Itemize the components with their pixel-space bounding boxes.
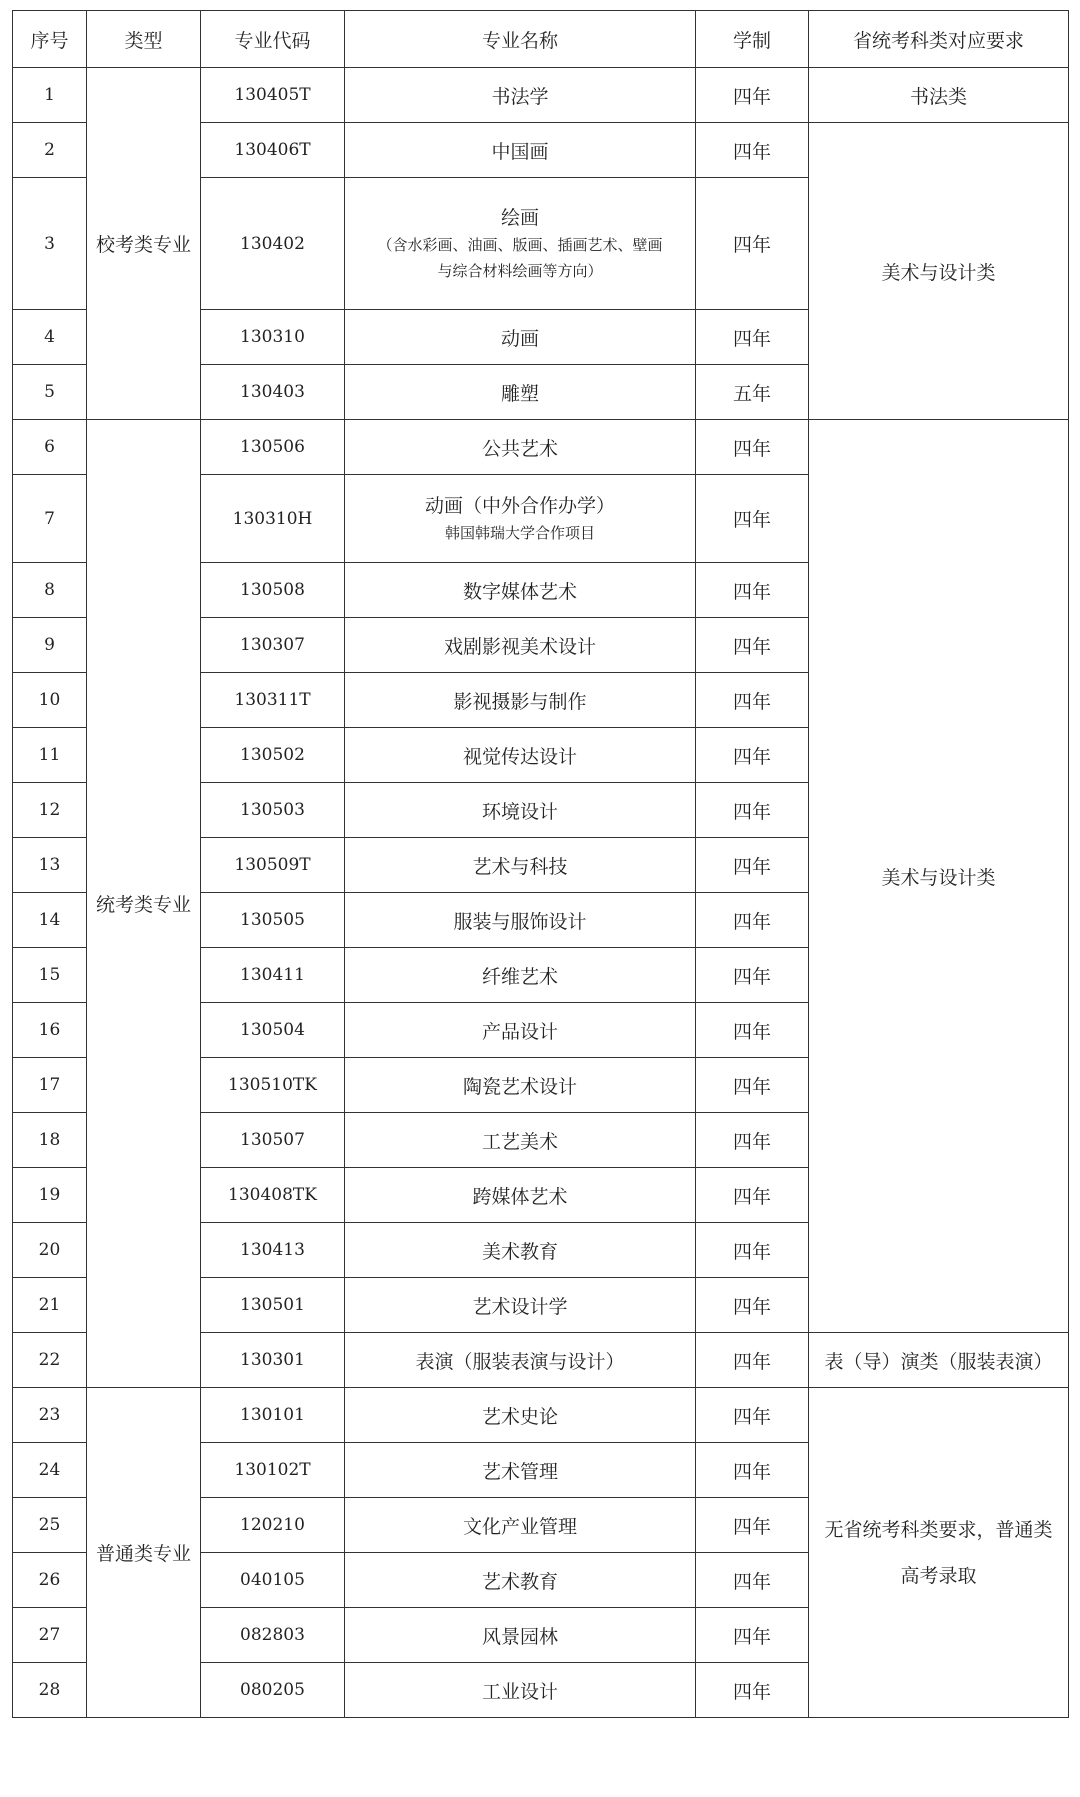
row-name: 绘画 bbox=[500, 206, 539, 229]
row-seq: 19 bbox=[13, 1168, 87, 1223]
row-seq: 25 bbox=[13, 1498, 87, 1553]
requirement-calligraphy: 书法类 bbox=[809, 68, 1069, 123]
row-name: 文化产业管理 bbox=[345, 1498, 696, 1553]
group-unified-exam: 统考类专业 bbox=[87, 420, 201, 1388]
row-duration: 四年 bbox=[696, 1333, 809, 1388]
row-code: 130509T bbox=[201, 838, 345, 893]
row-code: 130504 bbox=[201, 1003, 345, 1058]
row-seq: 26 bbox=[13, 1553, 87, 1608]
row-code: 080205 bbox=[201, 1663, 345, 1718]
requirement-general-line2: 高考录取 bbox=[900, 1564, 977, 1587]
row-name: 书法学 bbox=[345, 68, 696, 123]
requirement-performance: 表（导）演类（服装表演） bbox=[809, 1333, 1069, 1388]
row-code: 120210 bbox=[201, 1498, 345, 1553]
row-seq: 27 bbox=[13, 1608, 87, 1663]
row-code: 130311T bbox=[201, 673, 345, 728]
row-duration: 四年 bbox=[696, 618, 809, 673]
row-name: 风景园林 bbox=[345, 1608, 696, 1663]
row-name: 工业设计 bbox=[345, 1663, 696, 1718]
row-duration: 四年 bbox=[696, 1388, 809, 1443]
row-name: 服装与服饰设计 bbox=[345, 893, 696, 948]
row-name: 戏剧影视美术设计 bbox=[345, 618, 696, 673]
row-duration: 四年 bbox=[696, 1168, 809, 1223]
majors-table bbox=[12, 10, 1069, 1718]
row-duration: 五年 bbox=[696, 365, 809, 420]
row-duration: 四年 bbox=[696, 893, 809, 948]
requirement-general-line1: 无省统考科类要求，普通类 bbox=[824, 1518, 1053, 1541]
row-name: 艺术教育 bbox=[345, 1553, 696, 1608]
row-name: 影视摄影与制作 bbox=[345, 673, 696, 728]
row-duration: 四年 bbox=[696, 475, 809, 563]
row-seq: 15 bbox=[13, 948, 87, 1003]
row-code: 130408TK bbox=[201, 1168, 345, 1223]
row-duration: 四年 bbox=[696, 1058, 809, 1113]
row-seq: 23 bbox=[13, 1388, 87, 1443]
row-duration: 四年 bbox=[696, 1223, 809, 1278]
row-name: 公共艺术 bbox=[345, 420, 696, 475]
row-duration: 四年 bbox=[696, 783, 809, 838]
row-duration: 四年 bbox=[696, 728, 809, 783]
row-seq: 22 bbox=[13, 1333, 87, 1388]
row-seq: 6 bbox=[13, 420, 87, 475]
row-duration: 四年 bbox=[696, 838, 809, 893]
row-seq: 24 bbox=[13, 1443, 87, 1498]
row-name: 视觉传达设计 bbox=[345, 728, 696, 783]
row-code: 130307 bbox=[201, 618, 345, 673]
row-duration: 四年 bbox=[696, 563, 809, 618]
table-row bbox=[13, 1388, 1069, 1443]
row-duration: 四年 bbox=[696, 1663, 809, 1718]
row-seq: 18 bbox=[13, 1113, 87, 1168]
row-name: 美术教育 bbox=[345, 1223, 696, 1278]
header-name: 专业名称 bbox=[345, 11, 696, 68]
row-name: 纤维艺术 bbox=[345, 948, 696, 1003]
header-duration: 学制 bbox=[696, 11, 809, 68]
row-duration: 四年 bbox=[696, 1003, 809, 1058]
row-duration: 四年 bbox=[696, 68, 809, 123]
row-name: 跨媒体艺术 bbox=[345, 1168, 696, 1223]
row-seq: 7 bbox=[13, 475, 87, 563]
requirement-art-design-1: 美术与设计类 bbox=[809, 123, 1069, 420]
row-code: 040105 bbox=[201, 1553, 345, 1608]
row-seq: 2 bbox=[13, 123, 87, 178]
row-duration: 四年 bbox=[696, 1113, 809, 1168]
row-duration: 四年 bbox=[696, 1278, 809, 1333]
row-duration: 四年 bbox=[696, 1443, 809, 1498]
table-row bbox=[13, 420, 1069, 475]
header-requirement: 省统考科类对应要求 bbox=[809, 11, 1069, 68]
row-code: 130501 bbox=[201, 1278, 345, 1333]
row-duration: 四年 bbox=[696, 1498, 809, 1553]
row-seq: 8 bbox=[13, 563, 87, 618]
table-row bbox=[13, 68, 1069, 123]
row-code: 130310H bbox=[201, 475, 345, 563]
table-body bbox=[13, 68, 1069, 1718]
row-duration: 四年 bbox=[696, 123, 809, 178]
row-code: 130505 bbox=[201, 893, 345, 948]
requirement-art-design-2: 美术与设计类 bbox=[809, 420, 1069, 1333]
row-name: 艺术与科技 bbox=[345, 838, 696, 893]
row-duration: 四年 bbox=[696, 1608, 809, 1663]
row-seq: 20 bbox=[13, 1223, 87, 1278]
row-name: 中国画 bbox=[345, 123, 696, 178]
row-code: 130301 bbox=[201, 1333, 345, 1388]
row-seq: 21 bbox=[13, 1278, 87, 1333]
row-seq: 5 bbox=[13, 365, 87, 420]
header-code: 专业代码 bbox=[201, 11, 345, 68]
row-code: 130411 bbox=[201, 948, 345, 1003]
row-name: 陶瓷艺术设计 bbox=[345, 1058, 696, 1113]
row-name: 数字媒体艺术 bbox=[345, 563, 696, 618]
row-name: 雕塑 bbox=[345, 365, 696, 420]
table-header bbox=[13, 11, 1069, 68]
row-name: 动画（中外合作办学） bbox=[424, 494, 615, 517]
row-code: 130406T bbox=[201, 123, 345, 178]
row-code: 130402 bbox=[201, 178, 345, 310]
row-seq: 14 bbox=[13, 893, 87, 948]
row-name: 工艺美术 bbox=[345, 1113, 696, 1168]
row-seq: 10 bbox=[13, 673, 87, 728]
row-name-multiline bbox=[345, 475, 696, 563]
row-duration: 四年 bbox=[696, 310, 809, 365]
row-name-note-line1: 韩国韩瑞大学合作项目 bbox=[444, 523, 595, 542]
row-duration: 四年 bbox=[696, 1553, 809, 1608]
row-seq: 3 bbox=[13, 178, 87, 310]
row-code: 082803 bbox=[201, 1608, 345, 1663]
row-seq: 13 bbox=[13, 838, 87, 893]
row-seq: 28 bbox=[13, 1663, 87, 1718]
row-seq: 4 bbox=[13, 310, 87, 365]
row-code: 130503 bbox=[201, 783, 345, 838]
row-code: 130508 bbox=[201, 563, 345, 618]
group-general: 普通类专业 bbox=[87, 1388, 201, 1718]
row-name: 表演（服装表演与设计） bbox=[345, 1333, 696, 1388]
row-duration: 四年 bbox=[696, 673, 809, 728]
row-code: 130510TK bbox=[201, 1058, 345, 1113]
row-code: 130507 bbox=[201, 1113, 345, 1168]
header-type: 类型 bbox=[87, 11, 201, 68]
header-seq: 序号 bbox=[13, 11, 87, 68]
row-seq: 16 bbox=[13, 1003, 87, 1058]
row-name: 艺术史论 bbox=[345, 1388, 696, 1443]
header-row bbox=[13, 11, 1069, 68]
row-duration: 四年 bbox=[696, 948, 809, 1003]
row-seq: 11 bbox=[13, 728, 87, 783]
row-name: 环境设计 bbox=[345, 783, 696, 838]
row-name: 动画 bbox=[345, 310, 696, 365]
row-seq: 9 bbox=[13, 618, 87, 673]
row-code: 130506 bbox=[201, 420, 345, 475]
row-code: 130405T bbox=[201, 68, 345, 123]
row-code: 130310 bbox=[201, 310, 345, 365]
row-duration: 四年 bbox=[696, 420, 809, 475]
row-name-note-line2: 与综合材料绘画等方向） bbox=[437, 261, 603, 280]
row-duration: 四年 bbox=[696, 178, 809, 310]
row-code: 130101 bbox=[201, 1388, 345, 1443]
row-name: 艺术设计学 bbox=[345, 1278, 696, 1333]
row-name-multiline bbox=[345, 178, 696, 310]
group-school-exam: 校考类专业 bbox=[87, 68, 201, 420]
row-code: 130502 bbox=[201, 728, 345, 783]
row-code: 130413 bbox=[201, 1223, 345, 1278]
row-seq: 1 bbox=[13, 68, 87, 123]
requirement-general bbox=[809, 1388, 1069, 1718]
row-name: 艺术管理 bbox=[345, 1443, 696, 1498]
row-seq: 17 bbox=[13, 1058, 87, 1113]
row-name-note-line1: （含水彩画、油画、版画、插画艺术、壁画 bbox=[377, 235, 663, 254]
row-code: 130102T bbox=[201, 1443, 345, 1498]
row-code: 130403 bbox=[201, 365, 345, 420]
row-seq: 12 bbox=[13, 783, 87, 838]
row-name: 产品设计 bbox=[345, 1003, 696, 1058]
